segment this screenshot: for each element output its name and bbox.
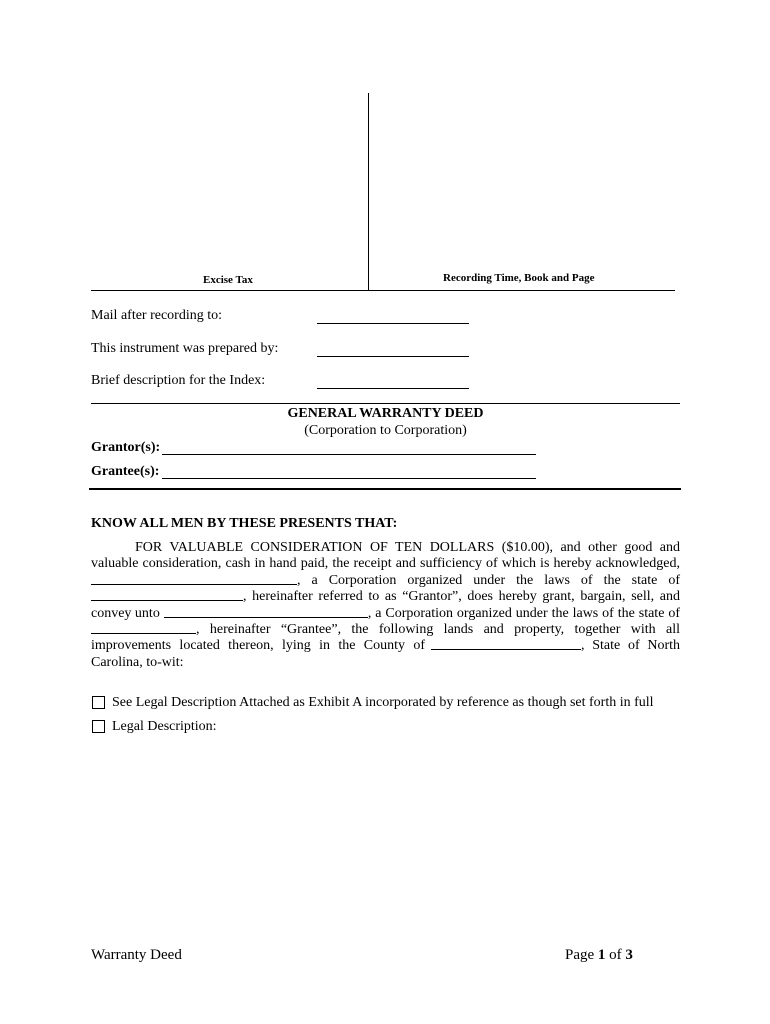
exhibit-a-checkbox[interactable] [92,696,105,709]
para-line-7-suffix: , State of North [581,638,680,654]
divider-top [91,403,680,404]
mail-after-recording-label: Mail after recording to: [91,308,223,323]
para-line-4 [91,589,680,605]
grantee-label: Grantee(s): [91,464,160,479]
para-line-7-prefix: improvements located thereon, lying in the County of [91,638,425,654]
know-all-men-heading: KNOW ALL MEN BY THESE PRESENTS THAT: [91,516,398,531]
legal-description-label: Legal Description: [112,719,217,734]
exhibit-a-label: See Legal Description Attached as Exhibit A incorporated by reference as though set forth in full [112,695,654,710]
grantor-state-blank[interactable] [91,589,243,601]
para-line-3-text: , a Corporation organized under the laws of the state of [297,572,680,588]
para-line-7 [91,638,680,654]
recording-label: Recording Time, Book and Page [443,272,595,284]
para-line-8: Carolina, to-wit: [91,654,184,670]
para-line-5 [91,606,680,622]
legal-description-checkbox[interactable] [92,720,105,733]
recording-divider [368,93,369,290]
page-current: 1 [597,947,606,963]
page-total: 3 [625,947,633,963]
page-word: Page [565,947,595,963]
mail-after-recording-field[interactable] [317,322,469,324]
recording-baseline [91,290,675,291]
footer-doc-name: Warranty Deed [91,947,182,963]
excise-tax-label: Excise Tax [203,274,253,286]
para-line-5-prefix: convey unto [91,605,160,621]
footer-page-number [565,947,633,964]
deed-title: GENERAL WARRANTY DEED [287,406,484,421]
para-line-2: valuable consideration, cash in hand paid, the receipt and sufficiency of which is hereby acknowledged, [91,556,680,572]
prepared-by-field[interactable] [317,355,469,357]
grantor-field[interactable] [162,453,536,455]
index-description-field[interactable] [317,387,469,389]
grantor-label: Grantor(s): [91,440,161,455]
para-line-5-suffix: , a Corporation organized under the laws of the state of [367,605,680,621]
para-line-4-text: , hereinafter referred to as “Grantor”, does hereby grant, bargain, sell, and [243,589,680,605]
divider-bottom [89,488,681,490]
grantee-corp-blank[interactable] [164,606,368,618]
deed-subtitle: (Corporation to Corporation) [304,423,467,438]
grantee-field[interactable] [162,477,536,479]
grantor-corp-blank[interactable] [91,573,297,585]
index-description-label: Brief description for the Index: [91,373,266,388]
para-line-1: FOR VALUABLE CONSIDERATION OF TEN DOLLARS ($10.00), and other good and [135,540,680,555]
conveyance-paragraph [91,540,680,671]
para-line-6-text: , hereinafter “Grantee”, the following lands and property, together with all [196,622,680,638]
county-blank[interactable] [431,638,581,650]
of-word: of [609,947,622,963]
para-line-6 [91,622,680,638]
para-line-3 [91,573,680,589]
prepared-by-label: This instrument was prepared by: [91,341,279,356]
grantee-state-blank[interactable] [91,622,196,634]
